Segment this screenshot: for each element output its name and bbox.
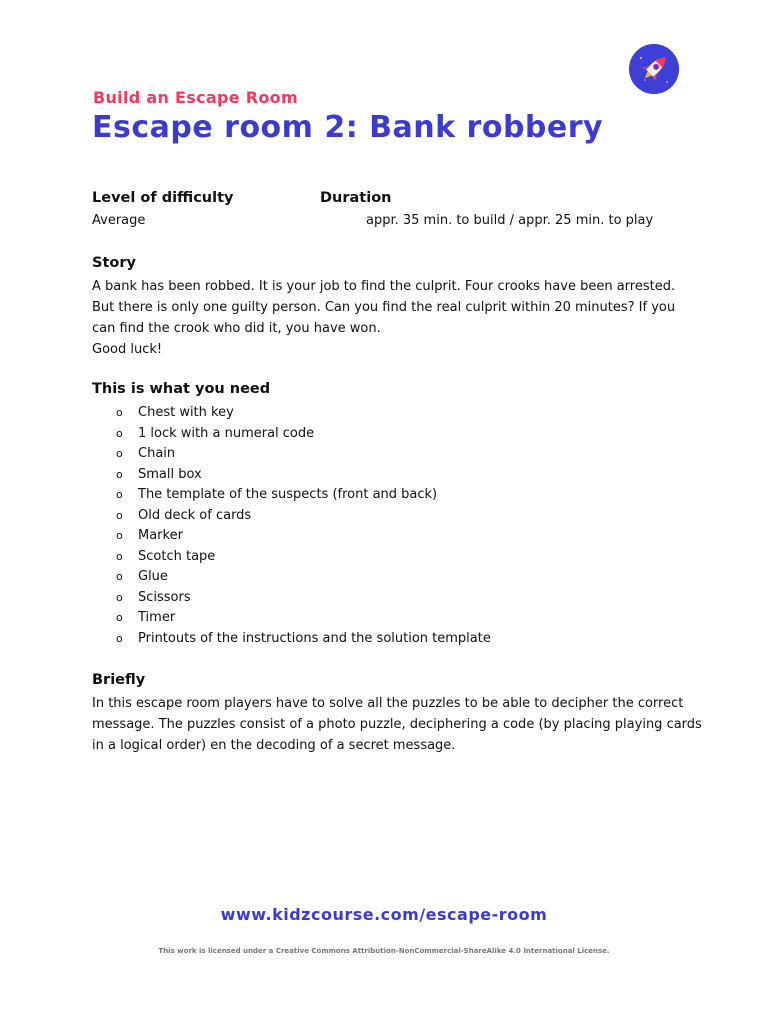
- briefly-text: [92, 693, 702, 756]
- list-item-label: 1 lock with a numeral code: [138, 425, 315, 441]
- difficulty-value: Average: [92, 213, 146, 228]
- difficulty-label: Level of difficulty: [92, 190, 234, 206]
- story-line: can find the crook who did it, you have won.: [92, 321, 381, 336]
- list-item: [92, 526, 491, 547]
- list-item-label: Chain: [138, 446, 176, 461]
- bullet-icon: o: [116, 508, 123, 522]
- list-item-label: Old deck of cards: [138, 507, 252, 523]
- list-item: [92, 465, 491, 486]
- list-item: [92, 547, 491, 568]
- bullet-icon: o: [116, 590, 123, 604]
- bullet-icon: o: [116, 467, 123, 481]
- list-item-label: The template of the suspects (front and back): [138, 487, 438, 502]
- list-item-label: Scissors: [138, 589, 191, 605]
- bullet-icon: o: [116, 447, 123, 460]
- duration-value: appr. 35 min. to build / appr. 25 min. to play: [366, 213, 654, 228]
- list-item-label: Glue: [138, 569, 168, 584]
- story-line: A bank has been robbed. It is your job to find the culprit. Four crooks have been arrested.: [92, 279, 676, 294]
- list-item: [92, 485, 491, 506]
- rocket-icon: [629, 44, 679, 94]
- briefly-line: in a logical order) en the decoding of a secret message.: [92, 738, 456, 753]
- list-item-label: Timer: [138, 610, 176, 625]
- needs-heading: This is what you need: [92, 381, 271, 397]
- story-text: [92, 276, 676, 360]
- bullet-icon: o: [116, 549, 123, 563]
- bullet-icon: o: [116, 611, 123, 624]
- footer-url-link[interactable]: www.kidzcourse.com/escape-room: [220, 905, 548, 924]
- document-title: Escape room 2: Bank robbery: [92, 110, 604, 145]
- list-item: [92, 506, 491, 527]
- briefly-heading: Briefly: [92, 672, 146, 688]
- list-item: [92, 588, 491, 609]
- list-item-label: Scotch tape: [138, 548, 216, 564]
- bullet-icon: o: [116, 529, 123, 542]
- list-item-label: Small box: [138, 466, 202, 482]
- briefly-line: message. The puzzles consist of a photo puzzle, deciphering a code (by placing playing cards: [92, 717, 702, 732]
- duration-label: Duration: [320, 190, 392, 206]
- list-item: [92, 608, 491, 629]
- needs-list: [92, 403, 491, 649]
- list-item: [92, 424, 491, 445]
- license-text: This work is licensed under a Creative Commons Attribution-NonCommercial-ShareAlike 4.0 International License.: [158, 947, 610, 955]
- story-line: Good luck!: [92, 342, 163, 357]
- briefly-line: In this escape room players have to solve all the puzzles to be able to decipher the correct: [92, 696, 684, 711]
- list-item: [92, 567, 491, 588]
- bullet-icon: o: [116, 570, 123, 583]
- list-item-label: Chest with key: [138, 405, 234, 420]
- bullet-icon: o: [116, 426, 123, 440]
- document-supertitle: Build an Escape Room: [93, 88, 298, 107]
- list-item-label: Printouts of the instructions and the solution template: [138, 630, 491, 646]
- bullet-icon: o: [116, 406, 123, 419]
- list-item: [92, 444, 491, 465]
- list-item-label: Marker: [138, 528, 183, 543]
- bullet-icon: o: [116, 488, 123, 501]
- list-item: [92, 629, 491, 650]
- story-line: But there is only one guilty person. Can you find the real culprit within 20 minutes? If you: [92, 300, 676, 315]
- story-heading: Story: [92, 255, 136, 271]
- bullet-icon: o: [116, 631, 123, 645]
- list-item: [92, 403, 491, 424]
